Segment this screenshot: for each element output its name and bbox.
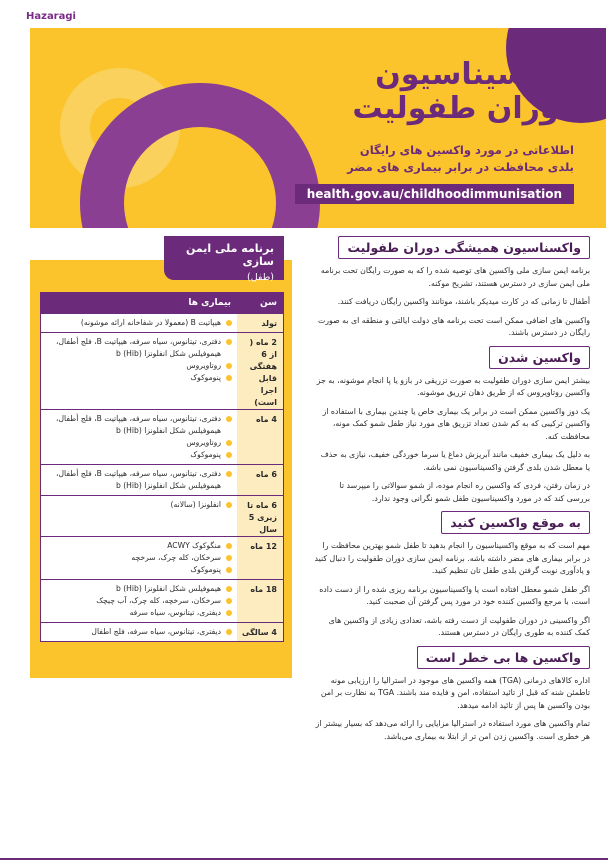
disease-item: دفتری، تیتانوس، سیاه سرفه، هیپاتیت B، فلج أطفال، هیموفیلس شکل انفلونزا b (Hib)	[47, 336, 233, 360]
table-row	[41, 332, 283, 409]
row-diseases	[41, 537, 237, 579]
row-age: 6 ماه	[237, 465, 283, 495]
row-diseases	[41, 333, 237, 409]
title-line-1: واکسیناسیون	[375, 57, 574, 92]
hero-text	[254, 58, 574, 204]
content-section	[314, 236, 590, 340]
header-age: سن	[260, 298, 277, 308]
table-header	[41, 293, 283, 313]
disease-item: سرخکان، کله چرک، سرخچه	[47, 552, 233, 564]
subtitle-line-2: بلدی محافظت در برابر بیماری های مضر	[347, 160, 574, 174]
schedule-panel	[30, 260, 292, 678]
disease-item: روتاویروس	[47, 360, 233, 372]
row-age: 4 سالگی	[237, 623, 283, 641]
page-title	[254, 58, 574, 126]
schedule-title	[164, 236, 284, 283]
row-age: 4 ماه	[237, 410, 283, 464]
section-paragraph: أطفال تا زمانی که در کارت میدیکر باشند، موتانند واکسین رایگان دریافت کنند.	[337, 297, 590, 306]
table-row	[41, 622, 283, 641]
section-paragraph: برنامه ایمن سازی ملی واکسین های توصیه شده را که به صورت رایگان تحت برنامه ملی ایمن سازی در دسترس هستند، تشریح موکنه.	[320, 266, 590, 288]
disease-item: دیفتری، تیتانوس، سیاه سرفه	[47, 607, 233, 619]
section-paragraph: در زمان رفتن، فردی که واکسین ره انجام موده، از شمو سوالاتی را میپرسد تا بررسی کند که در مورد واکسیناسیون طفل شمو نگرانی وجود ندارد.	[339, 481, 590, 503]
row-diseases	[41, 314, 237, 332]
table-row	[41, 495, 283, 536]
row-age: تولد	[237, 314, 283, 332]
section-heading: واکسناسیون همیشگی دوران طفولیت	[338, 236, 590, 259]
content-section	[314, 646, 590, 744]
title-line-2: دوران طفولیت	[352, 91, 574, 126]
row-age: 18 ماه	[237, 580, 283, 622]
row-diseases	[41, 496, 237, 536]
row-diseases	[41, 580, 237, 622]
disease-item: دفتری، تیتانوس، سیاه سرفه، هیپاتیت B، فلج أطفال، هیموفیلس شکل انفلونزا b (Hib)	[47, 413, 233, 437]
website-link[interactable]: health.gov.au/childhoodimmunisation	[295, 184, 574, 204]
disease-item: منگوکوک ACWY	[47, 540, 233, 552]
disease-item: پنوموکوک	[47, 449, 233, 461]
section-paragraph: به دلیل یک بیماری خفیف مانند آبریزش دماغ یا سرما خوردگی خفیف، نیازی به حذف یا معطل شدن بلدی گرفتن واکسیناسیون نمی باشه.	[320, 450, 590, 472]
row-age: 6 ماه تا زیری 5 سال	[237, 496, 283, 536]
content-section	[314, 346, 590, 506]
disease-item: پنوموکوک	[47, 564, 233, 576]
schedule-title-text: برنامه ملی ایمن سازی	[186, 242, 274, 268]
row-age: 2 ماه ( از 6 هفتگی قابل اجرا است)	[237, 333, 283, 409]
table-row	[41, 464, 283, 495]
section-heading: به موقع واکسین کنید	[441, 511, 590, 534]
section-paragraph: اگر طفل شمو معطل افتاده است یا واکسیناسیون برنامه ریزی شده را از دست داده است، با مرجع واکسین کننده خود در مورد پس گرفتن آن صحبت کنید.	[319, 584, 590, 606]
table-row	[41, 409, 283, 464]
section-paragraph: بیشتر ایمن سازی دوران طفولیت به صورت تزریقی در بازو یا پا انجام موشونه، به جز واکسین روتاویروس که از طریق دهان تزریق موشونه.	[316, 375, 590, 397]
disease-item: روتاویروس	[47, 437, 233, 449]
section-paragraph: واکسین های اضافی ممکن است تحت برنامه های دولت ایالتی و منطقه ای به صورت رایگان در دسترس باشند.	[317, 315, 590, 337]
hero-banner	[30, 28, 606, 228]
disease-item: هیموفیلس شکل انفلونزا b (Hib)	[47, 583, 233, 595]
table-row	[41, 579, 283, 622]
hero-subtitle	[254, 142, 574, 176]
disease-item: سرخکان، سرخچه، کله چرک، آب چیچک	[47, 595, 233, 607]
table-row	[41, 536, 283, 579]
section-heading: واکسین ها بی خطر است	[417, 646, 590, 669]
section-paragraph: اگر واکسینی در دوران طفولیت از دست رفته باشه، تعدادی زیادی از واکسین های کمک کننده به طوری رایگان در دسترس هستند.	[328, 615, 590, 637]
row-diseases	[41, 465, 237, 495]
table-row	[41, 313, 283, 332]
section-paragraph: مهم است که به موقع واکسیناسیون را انجام بدهید تا طفل شمو بهترین محافظت را در برابر بیماری های مضر داشته باشه. برنامه ایمن سازی دوران طفولیت را دنبال کنید و یادآوری نوبت گرفتن بلدی طفل تان تنظیم کنید.	[314, 541, 590, 575]
section-heading: واکسین شدن	[489, 346, 590, 369]
disease-item: دفتری، تیتانوس، سیاه سرفه، هیپاتیت B، فلج أطفال، هیموفیلس شکل انفلونزا b (Hib)	[47, 468, 233, 492]
row-diseases	[41, 410, 237, 464]
row-age: 12 ماه	[237, 537, 283, 579]
disease-item: انفلونزا (سالانه)	[47, 499, 233, 511]
disease-item: هیپاتیت B (معمولا در شفاخانه ارائه موشونه)	[47, 317, 233, 329]
section-paragraph: یک دوز واکسین ممکن است در برابر یک بیماری خاص یا چندین بیماری با استفاده از واکسین ترکیبی که به کم شدن تعداد تزریق های مورد نیاز طفل شمو کمک مونه، محافظت کنه.	[322, 406, 590, 441]
section-paragraph: اداره کالاهای درمانی (TGA) همه واکسین های موجود در استرالیا را ارزیابی مونه تاطمئن شنه که قبل از تائید استفاده، امن و فایده مند باشند. TGA به نظارت بر امن بودن واکسین ها پس از تائید ادامه میدهد.	[320, 675, 590, 710]
row-diseases	[41, 623, 237, 641]
disease-item: پنوموکوک	[47, 372, 233, 384]
schedule-table	[40, 292, 284, 642]
disease-item: دیفتری، تیتانوس، سیاه سرفه، فلج اطفال	[47, 626, 233, 638]
main-content	[314, 236, 590, 749]
subtitle-line-1: اطلاعاتی در مورد واکسین های رایگان	[359, 143, 574, 157]
section-paragraph: تمام واکسین های مورد استفاده در استرالیا مزایایی را ارائه می‌دهد که بسیار بیشتر از هر خطری است. واکسین زدن امن تر از ابتلا به بیماری می‌باشد.	[315, 719, 590, 741]
language-label: Hazaragi	[26, 11, 76, 22]
content-section	[314, 511, 590, 640]
schedule-subtitle: (طفل)	[247, 272, 274, 283]
header-diseases: بیماری ها	[188, 298, 231, 308]
